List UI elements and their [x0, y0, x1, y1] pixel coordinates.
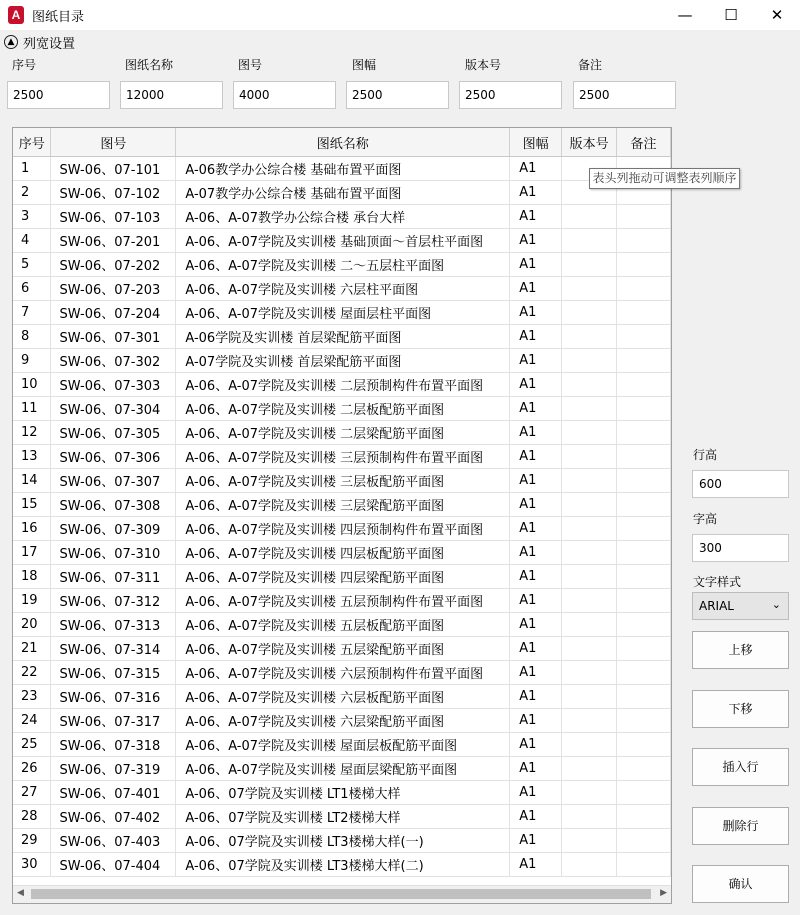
table-row[interactable] [13, 181, 671, 205]
minimize-button[interactable]: — [677, 6, 693, 24]
version-cell[interactable] [562, 301, 617, 325]
horizontal-scrollbar[interactable] [13, 885, 671, 903]
table-row[interactable] [13, 421, 671, 445]
remark-cell[interactable] [617, 853, 671, 877]
version-cell[interactable] [562, 277, 617, 301]
table-row[interactable] [13, 733, 671, 757]
column-header-number[interactable]: 图号 [51, 128, 176, 157]
table-row[interactable] [13, 253, 671, 277]
table-row[interactable] [13, 205, 671, 229]
scrollbar-thumb[interactable] [31, 889, 651, 899]
remark-cell[interactable] [617, 829, 671, 853]
remark-cell[interactable] [617, 277, 671, 301]
table-row[interactable] [13, 685, 671, 709]
drawing-number-cell[interactable]: SW-06、07-401 [51, 781, 176, 805]
text-style-label: 文字样式 [693, 575, 742, 589]
serial-cell[interactable]: 25 [13, 733, 51, 757]
sheet-size-cell[interactable]: A1 [510, 637, 562, 661]
table-row[interactable] [13, 709, 671, 733]
serial-cell[interactable]: 3 [13, 205, 51, 229]
drawing-number-cell[interactable]: SW-06、07-403 [51, 829, 176, 853]
version-cell[interactable] [562, 733, 617, 757]
serial-cell[interactable]: 23 [13, 685, 51, 709]
drawing-name-cell[interactable]: A-06、A-07学院及实训楼 二层板配筋平面图 [176, 397, 510, 421]
drawing-name-cell[interactable]: A-06、A-07学院及实训楼 六层板配筋平面图 [176, 685, 510, 709]
serial-cell[interactable]: 10 [13, 373, 51, 397]
remark-cell[interactable] [617, 637, 671, 661]
drawing-name-cell[interactable]: A-06、07学院及实训楼 LT1楼梯大样 [176, 781, 510, 805]
sheet-size-cell[interactable]: A1 [510, 205, 562, 229]
column-header-remark[interactable]: 备注 [617, 128, 671, 157]
version-cell[interactable] [562, 469, 617, 493]
drawing-name-cell[interactable]: A-06、A-07学院及实训楼 基础顶面～首层柱平面图 [176, 229, 510, 253]
table-row[interactable] [13, 757, 671, 781]
move-down-button[interactable]: 下移 [692, 690, 789, 728]
drawing-name-cell[interactable]: A-06、A-07学院及实训楼 二层梁配筋平面图 [176, 421, 510, 445]
window-title: 图纸目录 [32, 10, 85, 25]
drawing-name-cell[interactable]: A-06、A-07学院及实训楼 五层预制构件布置平面图 [176, 589, 510, 613]
drawing-number-cell[interactable]: SW-06、07-404 [51, 853, 176, 877]
serial-cell[interactable]: 24 [13, 709, 51, 733]
width-label-number: 图号 [238, 58, 263, 72]
serial-cell[interactable]: 6 [13, 277, 51, 301]
drawing-name-cell[interactable]: A-06、A-07学院及实训楼 屋面层柱平面图 [176, 301, 510, 325]
serial-cell[interactable]: 21 [13, 637, 51, 661]
drawing-name-cell[interactable]: A-06、A-07学院及实训楼 三层板配筋平面图 [176, 469, 510, 493]
sheet-size-cell[interactable]: A1 [510, 253, 562, 277]
column-width-settings-label: 列宽设置 [23, 36, 76, 52]
drawing-name-cell[interactable]: A-06、A-07学院及实训楼 三层预制构件布置平面图 [176, 445, 510, 469]
table-row[interactable] [13, 277, 671, 301]
version-cell[interactable] [562, 781, 617, 805]
serial-cell[interactable]: 12 [13, 421, 51, 445]
remark-cell[interactable] [617, 661, 671, 685]
remark-cell[interactable] [617, 445, 671, 469]
drawing-name-cell[interactable]: A-06、A-07学院及实训楼 屋面层梁配筋平面图 [176, 757, 510, 781]
sheet-size-cell[interactable]: A1 [510, 853, 562, 877]
serial-cell[interactable]: 8 [13, 325, 51, 349]
serial-cell[interactable]: 19 [13, 589, 51, 613]
drawing-number-cell[interactable]: SW-06、07-103 [51, 205, 176, 229]
drawing-name-cell[interactable]: A-06、A-07学院及实训楼 二～五层柱平面图 [176, 253, 510, 277]
table-row[interactable] [13, 157, 671, 181]
char-height-label: 字高 [693, 512, 718, 526]
drawing-number-cell[interactable]: SW-06、07-101 [51, 157, 176, 181]
width-input-size[interactable]: 2500 [346, 81, 449, 109]
serial-cell[interactable]: 1 [13, 157, 51, 181]
drawing-number-cell[interactable]: SW-06、07-309 [51, 517, 176, 541]
sheet-size-cell[interactable]: A1 [510, 613, 562, 637]
remark-cell[interactable] [617, 565, 671, 589]
remark-cell[interactable] [617, 541, 671, 565]
table-row[interactable] [13, 301, 671, 325]
drawing-name-cell[interactable]: A-06、07学院及实训楼 LT3楼梯大样(二) [176, 853, 510, 877]
column-header-name[interactable]: 图纸名称 [176, 128, 510, 157]
autocad-app-icon: A [8, 6, 24, 24]
table-row[interactable] [13, 781, 671, 805]
sheet-size-cell[interactable]: A1 [510, 181, 562, 205]
sheet-size-cell[interactable]: A1 [510, 661, 562, 685]
drawing-name-cell[interactable]: A-06、07学院及实训楼 LT3楼梯大样(一) [176, 829, 510, 853]
column-width-settings-toggle[interactable] [4, 33, 75, 51]
drawing-name-cell[interactable]: A-06学院及实训楼 首层梁配筋平面图 [176, 325, 510, 349]
serial-cell[interactable]: 5 [13, 253, 51, 277]
sheet-size-cell[interactable]: A1 [510, 589, 562, 613]
column-header-size[interactable]: 图幅 [510, 128, 562, 157]
serial-cell[interactable]: 7 [13, 301, 51, 325]
drawing-number-cell[interactable]: SW-06、07-203 [51, 277, 176, 301]
table-row[interactable] [13, 469, 671, 493]
drawing-number-cell[interactable]: SW-06、07-402 [51, 805, 176, 829]
version-cell[interactable] [562, 637, 617, 661]
drawing-number-cell[interactable]: SW-06、07-319 [51, 757, 176, 781]
table-body [13, 157, 671, 877]
remark-cell[interactable] [617, 205, 671, 229]
table-row[interactable] [13, 613, 671, 637]
sheet-size-cell[interactable]: A1 [510, 829, 562, 853]
sheet-size-cell[interactable]: A1 [510, 325, 562, 349]
drawing-number-cell[interactable]: SW-06、07-102 [51, 181, 176, 205]
table-row[interactable] [13, 229, 671, 253]
sheet-size-cell[interactable]: A1 [510, 229, 562, 253]
version-cell[interactable] [562, 757, 617, 781]
sheet-size-cell[interactable]: A1 [510, 157, 562, 181]
sheet-size-cell[interactable]: A1 [510, 781, 562, 805]
column-header-version[interactable]: 版本号 [562, 128, 617, 157]
width-label-name: 图纸名称 [125, 58, 174, 72]
version-cell[interactable] [562, 253, 617, 277]
table-row[interactable] [13, 853, 671, 877]
remark-cell[interactable] [617, 229, 671, 253]
table-row[interactable] [13, 517, 671, 541]
drawing-name-cell[interactable]: A-06、A-07学院及实训楼 屋面层板配筋平面图 [176, 733, 510, 757]
serial-cell[interactable]: 13 [13, 445, 51, 469]
remark-cell[interactable] [617, 349, 671, 373]
close-button[interactable]: ✕ [770, 6, 784, 24]
drawing-number-cell[interactable]: SW-06、07-301 [51, 325, 176, 349]
sheet-size-cell[interactable]: A1 [510, 373, 562, 397]
title-bar [0, 0, 800, 30]
table-row[interactable] [13, 589, 671, 613]
drawing-number-cell[interactable]: SW-06、07-318 [51, 733, 176, 757]
serial-cell[interactable]: 11 [13, 397, 51, 421]
chevron-up-icon: ▲ [4, 35, 18, 49]
drawing-name-cell[interactable]: A-07教学办公综合楼 基础布置平面图 [176, 181, 510, 205]
sheet-size-cell[interactable]: A1 [510, 301, 562, 325]
serial-cell[interactable]: 28 [13, 805, 51, 829]
width-label-version: 版本号 [465, 58, 502, 72]
width-label-remark: 备注 [578, 58, 603, 72]
table-row[interactable] [13, 637, 671, 661]
drawing-number-cell[interactable]: SW-06、07-307 [51, 469, 176, 493]
drawing-number-cell[interactable]: SW-06、07-302 [51, 349, 176, 373]
move-up-button[interactable]: 上移 [692, 631, 789, 669]
remark-cell[interactable] [617, 301, 671, 325]
remark-cell[interactable] [617, 253, 671, 277]
remark-cell[interactable] [617, 733, 671, 757]
version-cell[interactable] [562, 829, 617, 853]
sheet-size-cell[interactable]: A1 [510, 541, 562, 565]
sheet-size-cell[interactable]: A1 [510, 709, 562, 733]
row-height-input[interactable]: 600 [692, 470, 789, 498]
drawing-number-cell[interactable]: SW-06、07-311 [51, 565, 176, 589]
serial-cell[interactable]: 29 [13, 829, 51, 853]
sheet-size-cell[interactable]: A1 [510, 469, 562, 493]
table-row[interactable] [13, 349, 671, 373]
drawing-number-cell[interactable]: SW-06、07-310 [51, 541, 176, 565]
drawing-number-cell[interactable]: SW-06、07-308 [51, 493, 176, 517]
drawing-name-cell[interactable]: A-06、07学院及实训楼 LT2楼梯大样 [176, 805, 510, 829]
version-cell[interactable] [562, 565, 617, 589]
drawing-name-cell[interactable]: A-06、A-07学院及实训楼 四层预制构件布置平面图 [176, 517, 510, 541]
drawing-number-cell[interactable]: SW-06、07-316 [51, 685, 176, 709]
scroll-left-arrow-icon[interactable]: ◀ [17, 888, 24, 898]
drawing-number-cell[interactable]: SW-06、07-306 [51, 445, 176, 469]
text-style-value: ARIAL [699, 599, 734, 613]
width-input-name[interactable]: 12000 [120, 81, 223, 109]
version-cell[interactable] [562, 853, 617, 877]
remark-cell[interactable] [617, 709, 671, 733]
maximize-button[interactable]: ☐ [724, 6, 738, 24]
version-cell[interactable] [562, 709, 617, 733]
table-row[interactable] [13, 565, 671, 589]
drawing-list-table [13, 128, 671, 877]
drawing-name-cell[interactable]: A-06、A-07学院及实训楼 五层梁配筋平面图 [176, 637, 510, 661]
width-input-serial[interactable]: 2500 [7, 81, 110, 109]
drawing-name-cell[interactable]: A-06、A-07学院及实训楼 六层柱平面图 [176, 277, 510, 301]
confirm-button[interactable]: 确认 [692, 865, 789, 903]
version-cell[interactable] [562, 613, 617, 637]
remark-cell[interactable] [617, 613, 671, 637]
drawing-name-cell[interactable]: A-07学院及实训楼 首层梁配筋平面图 [176, 349, 510, 373]
remark-cell[interactable] [617, 373, 671, 397]
drawing-name-cell[interactable]: A-06、A-07学院及实训楼 四层梁配筋平面图 [176, 565, 510, 589]
serial-cell[interactable]: 22 [13, 661, 51, 685]
drawing-number-cell[interactable]: SW-06、07-304 [51, 397, 176, 421]
sheet-size-cell[interactable]: A1 [510, 757, 562, 781]
table-row[interactable] [13, 541, 671, 565]
remark-cell[interactable] [617, 469, 671, 493]
version-cell[interactable] [562, 685, 617, 709]
sheet-size-cell[interactable]: A1 [510, 421, 562, 445]
remark-cell[interactable] [617, 589, 671, 613]
remark-cell[interactable] [617, 493, 671, 517]
serial-cell[interactable]: 16 [13, 517, 51, 541]
drawing-number-cell[interactable]: SW-06、07-204 [51, 301, 176, 325]
sheet-size-cell[interactable]: A1 [510, 445, 562, 469]
drawing-name-cell[interactable]: A-06、A-07学院及实训楼 五层板配筋平面图 [176, 613, 510, 637]
sheet-size-cell[interactable]: A1 [510, 565, 562, 589]
sheet-size-cell[interactable]: A1 [510, 349, 562, 373]
remark-cell[interactable] [617, 421, 671, 445]
table-header-row [13, 128, 671, 157]
table-row[interactable] [13, 661, 671, 685]
serial-cell[interactable]: 14 [13, 469, 51, 493]
drawing-name-cell[interactable]: A-06、A-07学院及实训楼 二层预制构件布置平面图 [176, 373, 510, 397]
drawing-number-cell[interactable]: SW-06、07-202 [51, 253, 176, 277]
table-row[interactable] [13, 829, 671, 853]
table-row[interactable] [13, 445, 671, 469]
remark-cell[interactable] [617, 805, 671, 829]
version-cell[interactable] [562, 397, 617, 421]
remark-cell[interactable] [617, 757, 671, 781]
remark-cell[interactable] [617, 685, 671, 709]
remark-cell[interactable] [617, 517, 671, 541]
sheet-size-cell[interactable]: A1 [510, 517, 562, 541]
insert-row-button[interactable]: 插入行 [692, 748, 789, 786]
width-label-size: 图幅 [352, 58, 377, 72]
scroll-right-arrow-icon[interactable]: ▶ [660, 888, 667, 898]
drawing-name-cell[interactable]: A-06教学办公综合楼 基础布置平面图 [176, 157, 510, 181]
drawing-name-cell[interactable]: A-06、A-07学院及实训楼 六层预制构件布置平面图 [176, 661, 510, 685]
width-label-serial: 序号 [12, 58, 37, 72]
width-input-number[interactable]: 4000 [233, 81, 336, 109]
table-row[interactable] [13, 805, 671, 829]
drawing-name-cell[interactable]: A-06、A-07学院及实训楼 四层板配筋平面图 [176, 541, 510, 565]
sheet-size-cell[interactable]: A1 [510, 685, 562, 709]
delete-row-button[interactable]: 删除行 [692, 807, 789, 845]
chevron-down-icon: ⌄ [771, 598, 781, 611]
sheet-size-cell[interactable]: A1 [510, 805, 562, 829]
drawing-number-cell[interactable]: SW-06、07-317 [51, 709, 176, 733]
drawing-number-cell[interactable]: SW-06、07-303 [51, 373, 176, 397]
version-cell[interactable] [562, 517, 617, 541]
sheet-size-cell[interactable]: A1 [510, 397, 562, 421]
version-cell[interactable] [562, 373, 617, 397]
sheet-size-cell[interactable]: A1 [510, 493, 562, 517]
serial-cell[interactable]: 9 [13, 349, 51, 373]
serial-cell[interactable]: 2 [13, 181, 51, 205]
serial-cell[interactable]: 26 [13, 757, 51, 781]
version-cell[interactable] [562, 661, 617, 685]
version-cell[interactable] [562, 205, 617, 229]
version-cell[interactable] [562, 445, 617, 469]
table-row[interactable] [13, 397, 671, 421]
drawing-number-cell[interactable]: SW-06、07-201 [51, 229, 176, 253]
remark-cell[interactable] [617, 781, 671, 805]
version-cell[interactable] [562, 493, 617, 517]
drawing-name-cell[interactable]: A-06、A-07学院及实训楼 三层梁配筋平面图 [176, 493, 510, 517]
sheet-size-cell[interactable]: A1 [510, 277, 562, 301]
version-cell[interactable] [562, 589, 617, 613]
remark-cell[interactable] [617, 397, 671, 421]
serial-cell[interactable]: 4 [13, 229, 51, 253]
drawing-number-cell[interactable]: SW-06、07-313 [51, 613, 176, 637]
table-row[interactable] [13, 325, 671, 349]
char-height-input[interactable]: 300 [692, 534, 789, 562]
serial-cell[interactable]: 27 [13, 781, 51, 805]
remark-cell[interactable] [617, 325, 671, 349]
version-cell[interactable] [562, 541, 617, 565]
serial-cell[interactable]: 20 [13, 613, 51, 637]
version-cell[interactable] [562, 805, 617, 829]
drawing-name-cell[interactable]: A-06、A-07教学办公综合楼 承台大样 [176, 205, 510, 229]
drawing-number-cell[interactable]: SW-06、07-312 [51, 589, 176, 613]
serial-cell[interactable]: 18 [13, 565, 51, 589]
version-cell[interactable] [562, 349, 617, 373]
drawing-list-grid[interactable] [12, 127, 672, 904]
width-input-version[interactable]: 2500 [459, 81, 562, 109]
drawing-number-cell[interactable]: SW-06、07-315 [51, 661, 176, 685]
serial-cell[interactable]: 30 [13, 853, 51, 877]
drawing-number-cell[interactable]: SW-06、07-305 [51, 421, 176, 445]
text-style-select[interactable] [692, 592, 789, 620]
drawing-name-cell[interactable]: A-06、A-07学院及实训楼 六层梁配筋平面图 [176, 709, 510, 733]
table-row[interactable] [13, 373, 671, 397]
table-row[interactable] [13, 493, 671, 517]
column-reorder-tooltip: 表头列拖动可调整表列顺序 [589, 168, 740, 189]
serial-cell[interactable]: 15 [13, 493, 51, 517]
drawing-number-cell[interactable]: SW-06、07-314 [51, 637, 176, 661]
version-cell[interactable] [562, 229, 617, 253]
column-header-serial[interactable]: 序号 [13, 128, 51, 157]
version-cell[interactable] [562, 325, 617, 349]
width-input-remark[interactable]: 2500 [573, 81, 676, 109]
version-cell[interactable] [562, 421, 617, 445]
serial-cell[interactable]: 17 [13, 541, 51, 565]
sheet-size-cell[interactable]: A1 [510, 733, 562, 757]
row-height-label: 行高 [693, 448, 718, 462]
